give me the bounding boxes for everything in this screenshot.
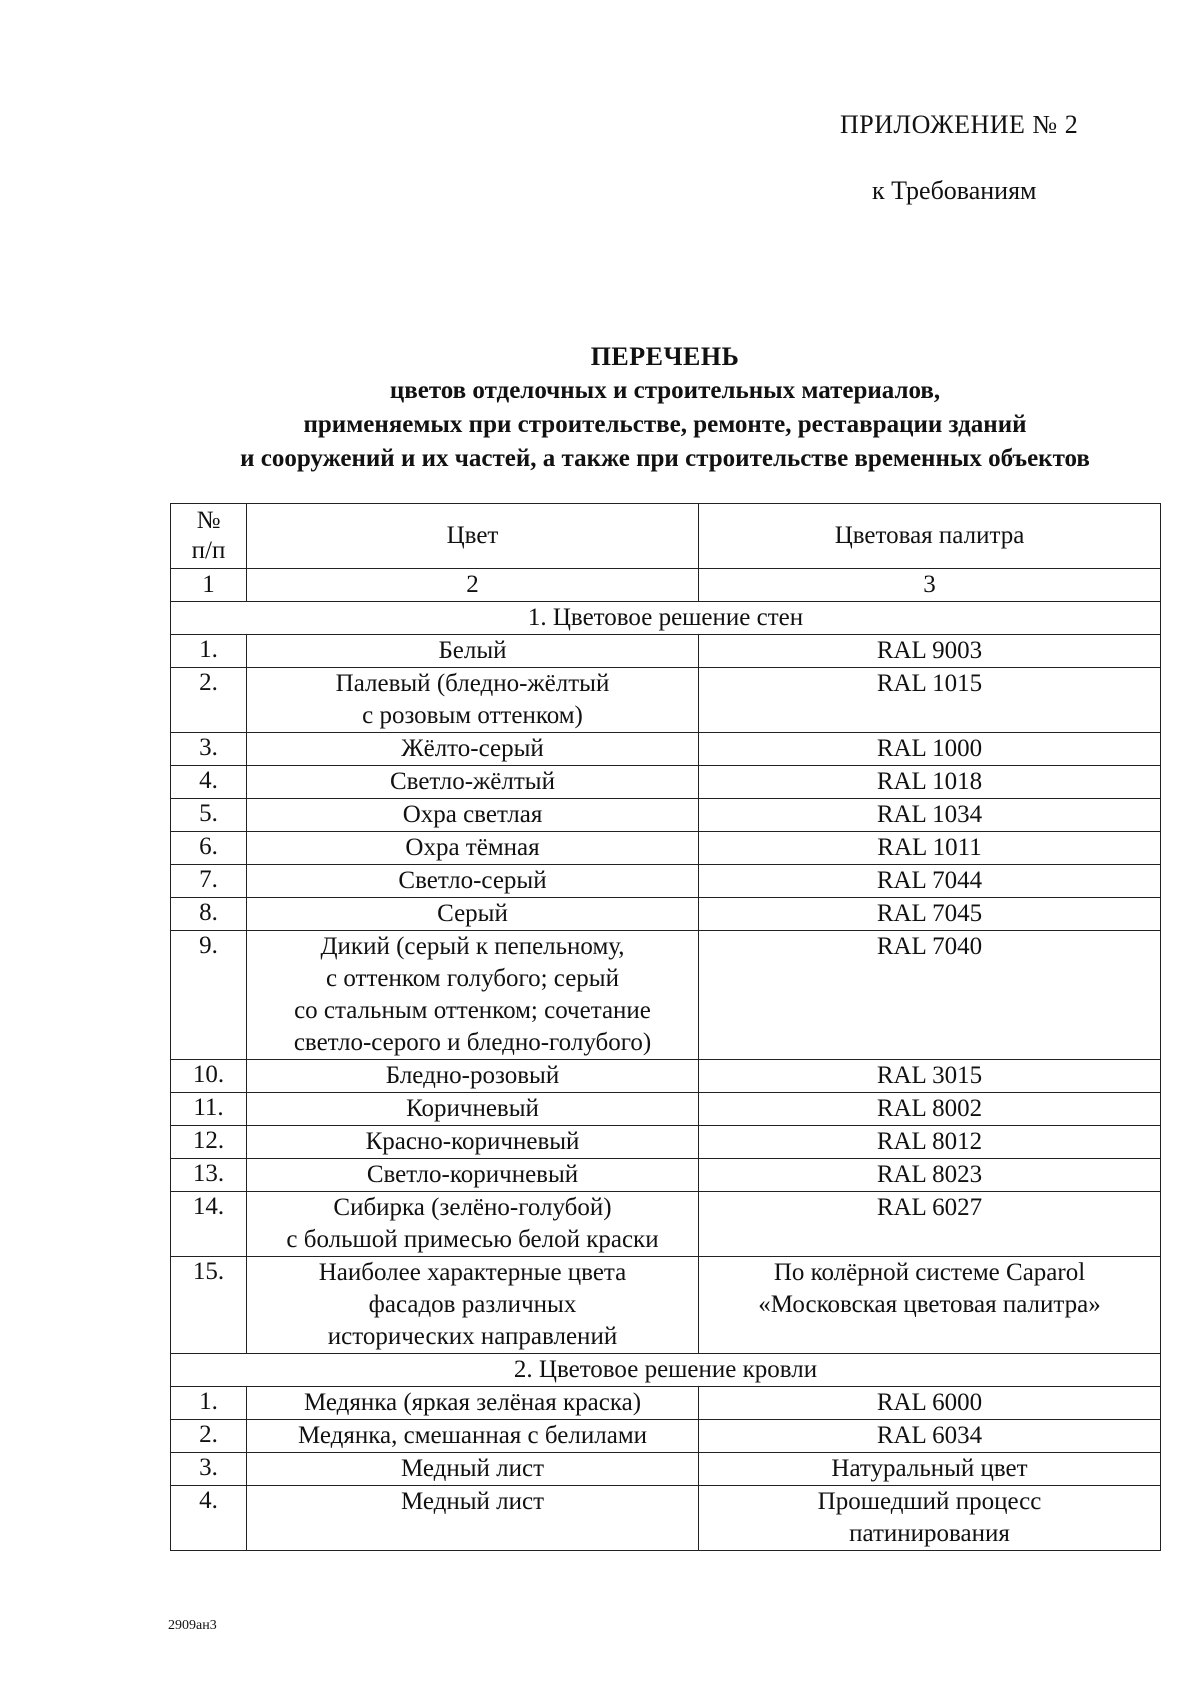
color-name-cell [247,1192,699,1257]
color-name-cell [247,832,699,865]
color-name-line: Медный лист [400,1488,545,1515]
column-number-cell: 2 [247,569,699,602]
row-number-cell: 5. [171,799,247,832]
color-name-line: Дикий (серый к пепельному, [320,933,625,960]
palette-line: RAL 1000 [876,735,983,762]
palette-line: Прошедший процесс [817,1488,1042,1515]
section-title: 1. Цветовое решение стен [171,602,1161,635]
palette-cell [699,635,1161,668]
color-name-line: Палевый (бледно-жёлтый [335,670,610,697]
color-name-line: Светло-серый [398,867,547,894]
color-name-cell [247,931,699,1060]
palette-line: RAL 3015 [876,1062,983,1089]
row-number-cell: 1. [171,635,247,668]
table-row [171,898,1161,931]
table-row [171,635,1161,668]
palette-line: RAL 1011 [877,834,982,861]
table-row [171,1257,1161,1354]
palette-line: RAL 1015 [876,670,983,697]
column-numbers-row [171,569,1161,602]
section-row [171,602,1161,635]
header-number-cell [171,504,247,569]
palette-cell [699,931,1161,1060]
row-number-cell: 9. [171,931,247,1060]
palette-line: RAL 6000 [876,1389,983,1416]
row-number-cell: 13. [171,1159,247,1192]
palette-line: RAL 8012 [876,1128,983,1155]
header-number-abbr: п/п [191,537,226,564]
color-name-line: светло-серого и бледно-голубого) [293,1029,652,1056]
color-name-line: исторических направлений [327,1323,618,1350]
color-name-line: Сибирка (зелёно-голубой) [333,1194,612,1221]
palette-line: RAL 8002 [876,1095,983,1122]
palette-line: RAL 9003 [876,637,983,664]
color-name-cell [247,1159,699,1192]
palette-line: Натуральный цвет [831,1455,1028,1482]
color-name-line: фасадов различных [368,1291,577,1318]
document-title [150,340,1180,476]
row-number-cell: 14. [171,1192,247,1257]
document-title-line: и сооружений и их частей, а также при строительстве временных объектов [240,445,1090,472]
document-title-line: применяемых при строительстве, ремонте, реставрации зданий [303,411,1027,438]
table-header-row [171,504,1161,569]
color-name-line: Белый [438,637,507,664]
palette-cell [699,1093,1161,1126]
header-palette-cell: Цветовая палитра [699,504,1161,569]
color-name-line: Светло-жёлтый [390,768,555,795]
color-name-line: Серый [437,900,508,927]
row-number-cell: 2. [171,668,247,733]
palette-cell [699,1126,1161,1159]
table-row [171,832,1161,865]
palette-cell [699,1192,1161,1257]
palette-line: RAL 6027 [876,1194,983,1221]
table-row [171,1060,1161,1093]
palette-cell [699,832,1161,865]
palette-cell [699,766,1161,799]
table-row [171,1126,1161,1159]
palette-line: RAL 6034 [876,1422,983,1449]
color-name-line: Медянка, смешанная с белилами [297,1422,648,1449]
color-name-cell [247,1060,699,1093]
color-name-line: Охра тёмная [405,834,540,861]
document-title-main: ПЕРЕЧЕНЬ [590,342,740,371]
palette-line: По колёрной системе Caparol [773,1259,1086,1286]
palette-cell [699,1420,1161,1453]
footer-document-code: 2909ан3 [168,1618,217,1633]
row-number-cell: 7. [171,865,247,898]
table-row [171,1093,1161,1126]
row-number-cell: 2. [171,1420,247,1453]
palette-cell [699,1486,1161,1551]
color-name-line: Коричневый [406,1095,539,1122]
table-row [171,1420,1161,1453]
color-name-cell [247,1453,699,1486]
palette-line: RAL 1018 [876,768,983,795]
table-row [171,1159,1161,1192]
color-name-line: с большой примесью белой краски [286,1226,659,1253]
row-number-cell: 3. [171,733,247,766]
color-name-line: Красно-коричневый [365,1128,580,1155]
color-name-line: Охра светлая [402,801,543,828]
palette-cell [699,1159,1161,1192]
row-number-cell: 10. [171,1060,247,1093]
palette-cell [699,898,1161,931]
table-row [171,1192,1161,1257]
color-name-cell [247,1093,699,1126]
table-row [171,931,1161,1060]
color-name-line: Бледно-розовый [385,1062,560,1089]
column-number-cell: 3 [699,569,1161,602]
table-row [171,733,1161,766]
palette-line: патинирования [849,1520,1010,1547]
color-name-line: Медянка (яркая зелёная краска) [303,1389,642,1416]
palette-line: RAL 1034 [876,801,983,828]
color-name-cell [247,1126,699,1159]
palette-line: RAL 7044 [876,867,983,894]
column-number-cell: 1 [171,569,247,602]
palette-cell [699,1453,1161,1486]
table-row [171,766,1161,799]
color-name-cell [247,1387,699,1420]
table-row [171,1387,1161,1420]
annex-title: ПРИЛОЖЕНИЕ № 2 [840,110,1079,139]
annex-subtitle: к Требованиям [872,176,1037,205]
palette-cell [699,1387,1161,1420]
color-name-cell [247,898,699,931]
row-number-cell: 3. [171,1453,247,1486]
section-row [171,1354,1161,1387]
palette-line: «Московская цветовая палитра» [758,1291,1101,1318]
color-name-cell [247,865,699,898]
header-color-cell: Цвет [247,504,699,569]
header-number-sign: № [196,507,221,534]
palette-line: RAL 7040 [876,933,983,960]
table-row [171,668,1161,733]
color-name-cell [247,635,699,668]
row-number-cell: 4. [171,1486,247,1551]
row-number-cell: 8. [171,898,247,931]
document-title-line: цветов отделочных и строительных материалов, [389,377,941,404]
palette-cell [699,1060,1161,1093]
table-row [171,799,1161,832]
colors-table-body [171,504,1161,1551]
palette-line: RAL 7045 [876,900,983,927]
color-name-cell [247,766,699,799]
palette-cell [699,865,1161,898]
color-name-line: Жёлто-серый [401,735,544,762]
color-name-line: Наиболее характерные цвета [318,1259,627,1286]
palette-cell [699,1257,1161,1354]
row-number-cell: 15. [171,1257,247,1354]
color-name-line: с розовым оттенком) [362,702,583,729]
row-number-cell: 11. [171,1093,247,1126]
table-row [171,1486,1161,1551]
row-number-cell: 12. [171,1126,247,1159]
color-name-cell [247,733,699,766]
table-row [171,865,1161,898]
color-name-line: со стальным оттенком; сочетание [294,997,651,1024]
color-name-line: Медный лист [400,1455,545,1482]
color-name-cell [247,799,699,832]
palette-cell [699,799,1161,832]
section-title: 2. Цветовое решение кровли [171,1354,1161,1387]
color-name-line: с оттенком голубого; серый [326,965,619,992]
palette-cell [699,668,1161,733]
colors-table [170,503,1161,1551]
color-name-cell [247,1420,699,1453]
color-name-cell [247,1257,699,1354]
color-name-line: Светло-коричневый [366,1161,579,1188]
color-name-cell [247,1486,699,1551]
row-number-cell: 4. [171,766,247,799]
palette-line: RAL 8023 [876,1161,983,1188]
row-number-cell: 6. [171,832,247,865]
table-row [171,1453,1161,1486]
color-name-cell [247,668,699,733]
row-number-cell: 1. [171,1387,247,1420]
palette-cell [699,733,1161,766]
